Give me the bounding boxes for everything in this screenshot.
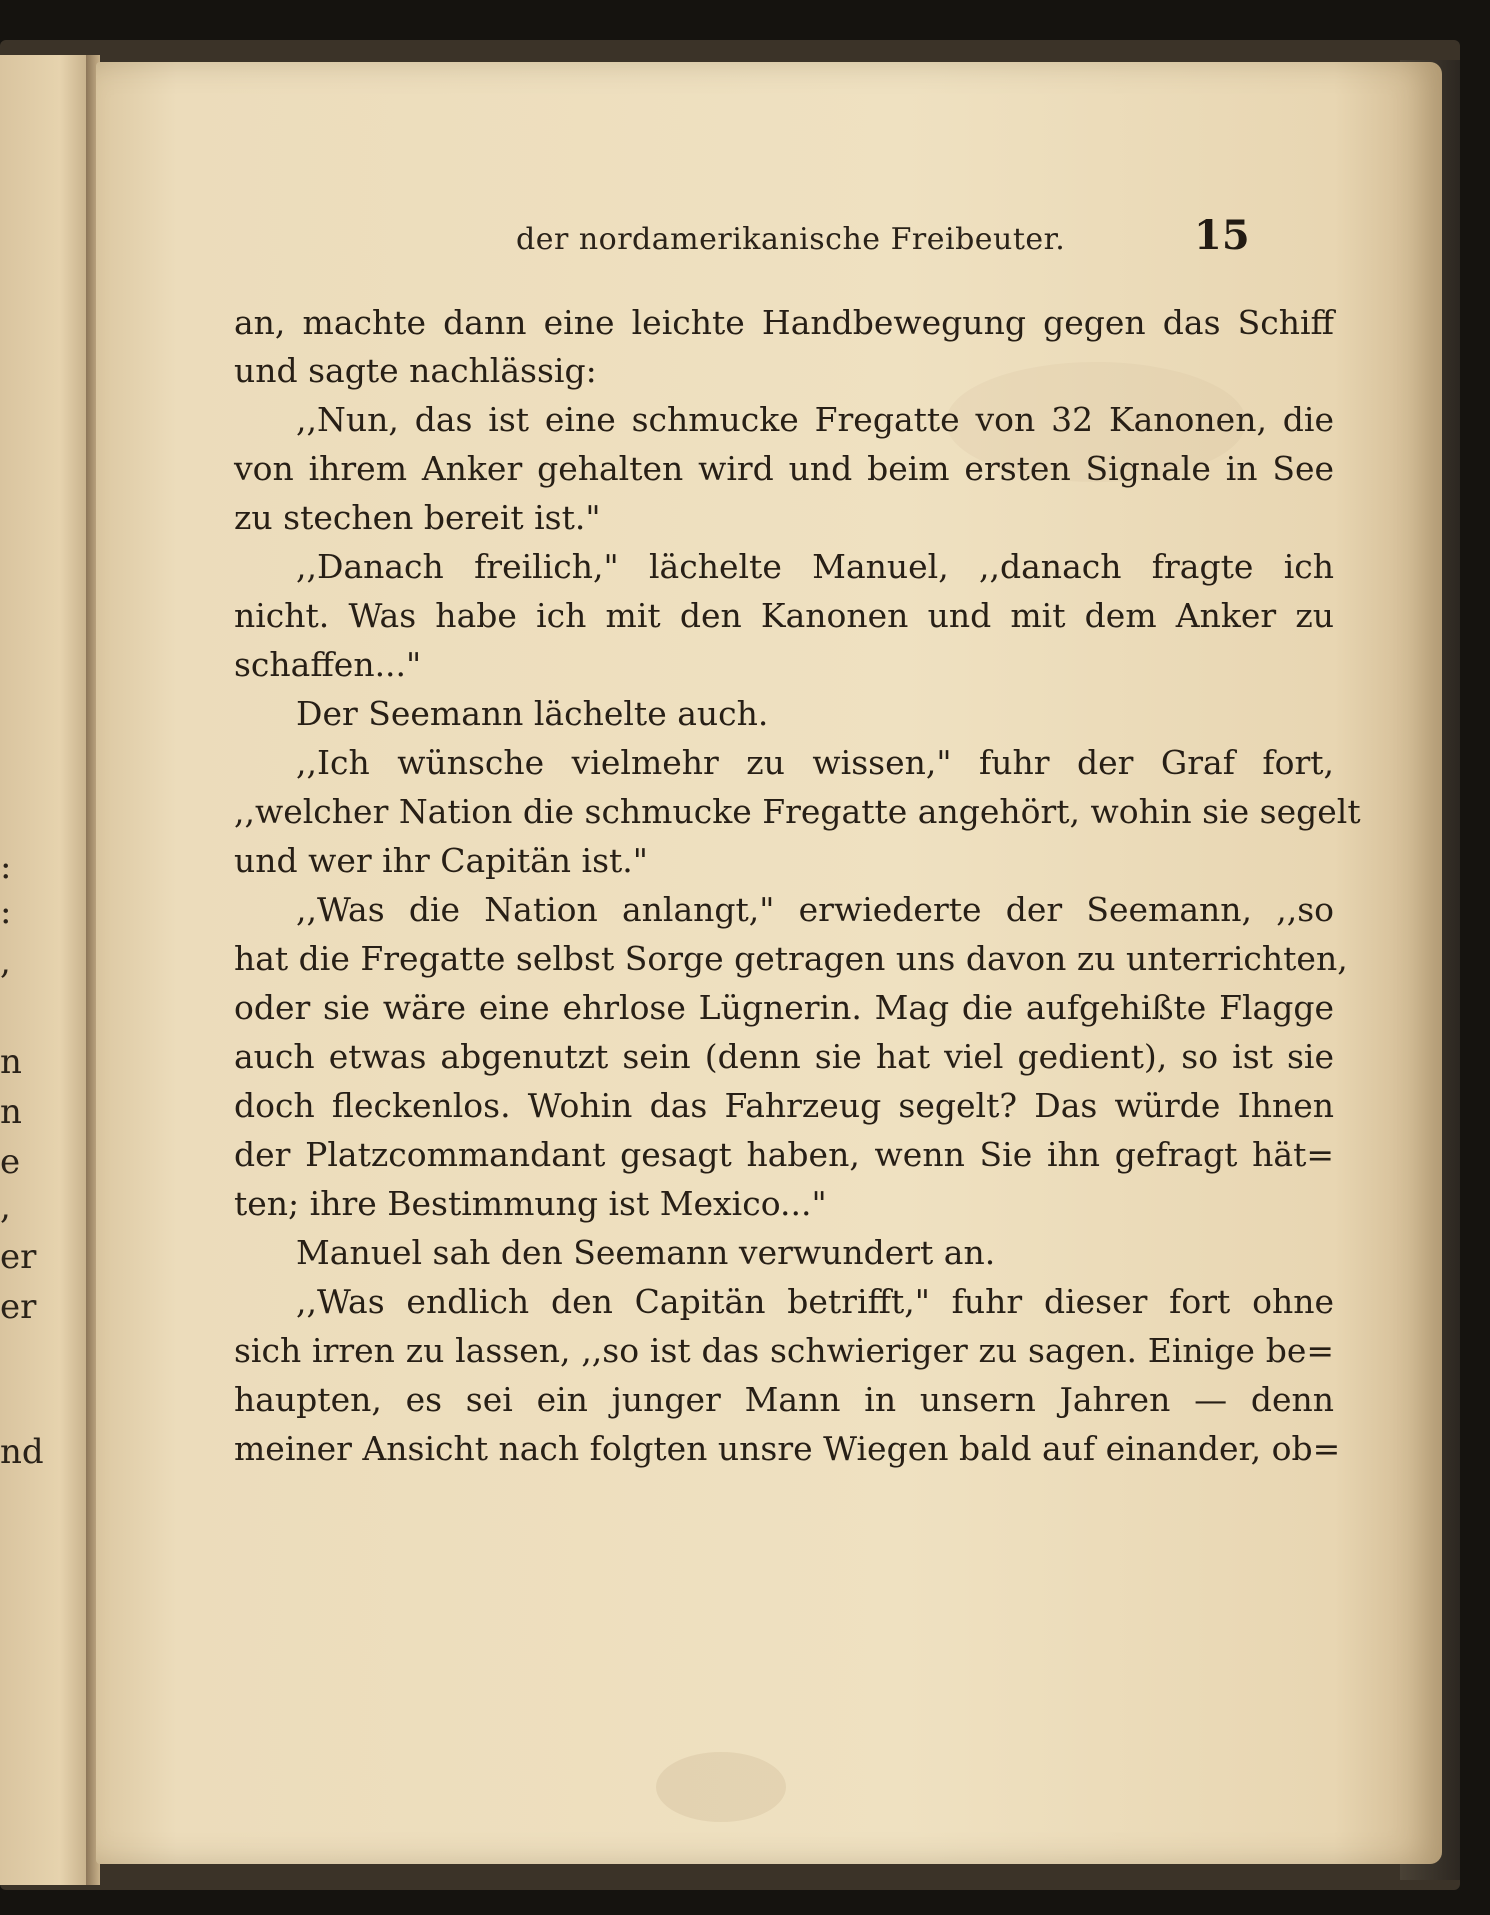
running-head: der nordamerikanische Freibeuter. <box>516 222 1066 257</box>
text-line: und wer ihr Capitän ist." <box>234 841 648 880</box>
text-line: Manuel sah den Seemann verwundert an. <box>296 1233 996 1272</box>
text-line: nicht. Was habe ich mit den Kanonen und mit dem Anker zu <box>234 596 1334 635</box>
left-page-fragment: nd <box>0 1432 44 1472</box>
left-page-fragment: n <box>0 1042 22 1082</box>
text-line: ,,Was die Nation anlangt," erwiederte der Seemann, ,,so <box>296 890 1334 929</box>
text-line: schaffen..." <box>234 645 422 684</box>
text-line: ,,Ich wünsche vielmehr zu wissen," fuhr der Graf fort, <box>296 743 1334 782</box>
text-line: ,,Danach freilich," lächelte Manuel, ,,danach fragte ich <box>296 547 1334 586</box>
text-line: von ihrem Anker gehalten wird und beim ersten Signale in See <box>234 449 1334 488</box>
text-line: ten; ihre Bestimmung ist Mexico..." <box>234 1184 827 1223</box>
page-header <box>96 212 1442 272</box>
left-page-fragment: : <box>0 892 12 932</box>
left-page <box>0 55 100 1885</box>
text-line: haupten, es sei ein junger Mann in unsern Jahren — denn <box>234 1380 1334 1419</box>
text-line: auch etwas abgenutzt sein (denn sie hat viel gedient), so ist sie <box>234 1037 1334 1076</box>
text-line: meiner Ansicht nach folgten unsre Wiegen bald auf einander, ob= <box>234 1429 1341 1468</box>
text-line: hat die Fregatte selbst Sorge getragen uns davon zu unterrichten, <box>234 939 1348 978</box>
left-page-fragment: , <box>0 942 11 982</box>
text-line: ,,welcher Nation die schmucke Fregatte angehört, wohin sie segelt <box>234 792 1361 831</box>
text-line: sich irren zu lassen, ,,so ist das schwieriger zu sagen. Einige be= <box>234 1331 1334 1370</box>
text-line: an, machte dann eine leichte Handbewegung gegen das Schiff <box>234 303 1334 342</box>
text-line: zu stechen bereit ist." <box>234 498 601 537</box>
text-line: der Platzcommandant gesagt haben, wenn Sie ihn gefragt hät= <box>234 1135 1334 1174</box>
text-line: ,,Nun, das ist eine schmucke Fregatte von 32 Kanonen, die <box>296 400 1334 439</box>
left-page-fragment: e <box>0 1142 21 1182</box>
left-page-fragment: er <box>0 1287 37 1327</box>
paper-stain <box>656 1752 786 1822</box>
text-line: Der Seemann lächelte auch. <box>296 694 769 733</box>
left-page-fragment: , <box>0 1187 11 1227</box>
right-page <box>96 62 1442 1864</box>
left-page-fragment: : <box>0 847 12 887</box>
page-number: 15 <box>1194 212 1250 259</box>
text-line: oder sie wäre eine ehrlose Lügnerin. Mag die aufgehißte Flagge <box>234 988 1334 1027</box>
left-page-fragment: er <box>0 1237 37 1277</box>
text-line: doch fleckenlos. Wohin das Fahrzeug segelt? Das würde Ihnen <box>234 1086 1334 1125</box>
text-line: ,,Was endlich den Capitän betrifft," fuhr dieser fort ohne <box>296 1282 1334 1321</box>
text-line: und sagte nachlässig: <box>234 351 597 390</box>
left-page-fragment: n <box>0 1092 22 1132</box>
